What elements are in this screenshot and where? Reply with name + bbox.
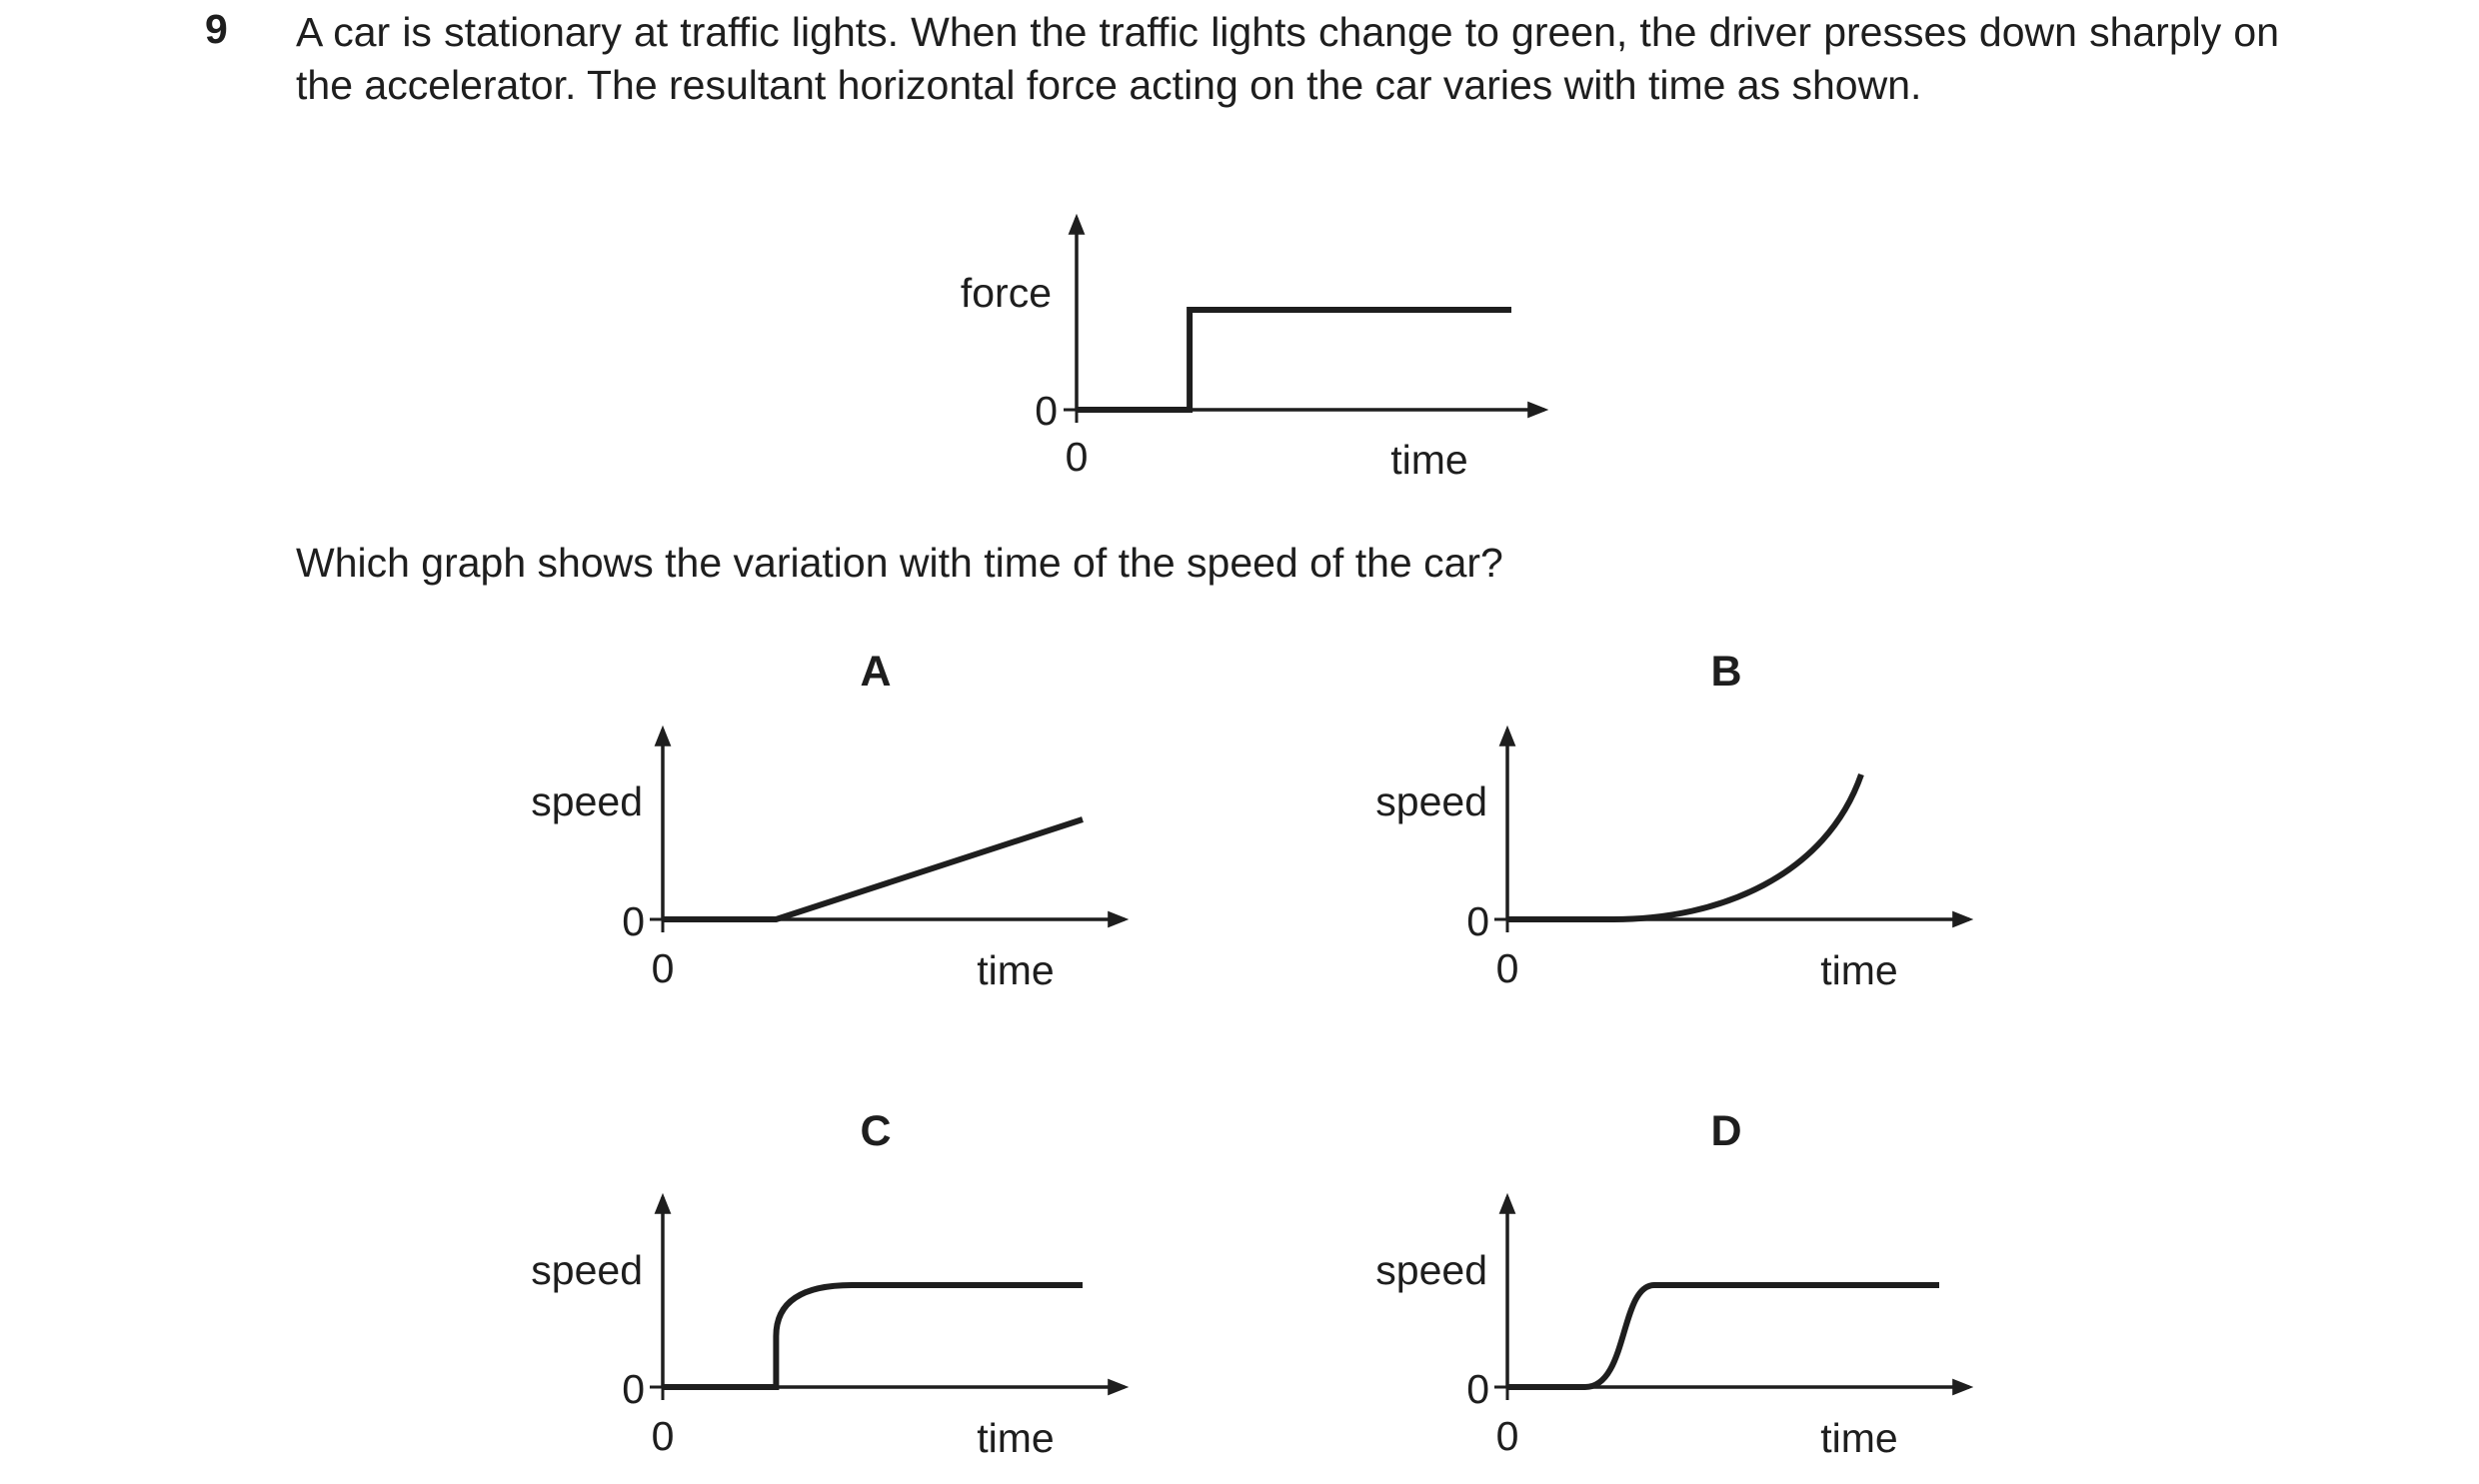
force-origin-y: 0: [1035, 388, 1058, 434]
c-origin-y: 0: [622, 1366, 645, 1412]
c-origin-x: 0: [651, 1413, 675, 1459]
force-time-graph: [961, 218, 1544, 483]
d-ylabel: speed: [1375, 1247, 1487, 1293]
force-line: [1077, 310, 1511, 410]
c-xlabel: time: [977, 1415, 1055, 1461]
force-xlabel: time: [1390, 437, 1468, 483]
graph-option-c: [531, 1107, 1125, 1461]
d-speed-line: [1507, 1285, 1939, 1387]
option-d-label: D: [1710, 1107, 1742, 1155]
a-ylabel: speed: [531, 778, 643, 824]
question-number: 9: [205, 6, 228, 52]
a-origin-y: 0: [622, 898, 645, 944]
d-origin-x: 0: [1495, 1413, 1519, 1459]
option-a-label: A: [860, 648, 892, 696]
graph-option-b: [1375, 648, 1969, 993]
question-prompt: Which graph shows the variation with time of the speed of the car?: [296, 540, 1503, 586]
a-origin-x: 0: [651, 945, 675, 991]
d-xlabel: time: [1820, 1415, 1898, 1461]
c-speed-line: [663, 1285, 1083, 1387]
option-c-label: C: [860, 1107, 892, 1155]
option-b-label: B: [1710, 648, 1742, 696]
b-origin-x: 0: [1495, 945, 1519, 991]
graph-option-d: [1375, 1107, 1969, 1461]
a-xlabel: time: [977, 947, 1055, 993]
a-speed-line: [663, 819, 1083, 919]
graph-option-a: [531, 648, 1125, 993]
force-ylabel: force: [960, 270, 1052, 316]
d-origin-y: 0: [1466, 1366, 1489, 1412]
force-origin-x: 0: [1065, 434, 1089, 480]
b-speed-line: [1507, 774, 1861, 919]
b-xlabel: time: [1820, 947, 1898, 993]
question-stem: A car is stationary at traffic lights. When the traffic lights change to green, the driver presses down sharply on the accelerator. The resultant horizontal force acting on the car varies with time as shown.: [296, 9, 2279, 108]
c-ylabel: speed: [531, 1247, 643, 1293]
b-ylabel: speed: [1375, 778, 1487, 824]
b-origin-y: 0: [1466, 898, 1489, 944]
